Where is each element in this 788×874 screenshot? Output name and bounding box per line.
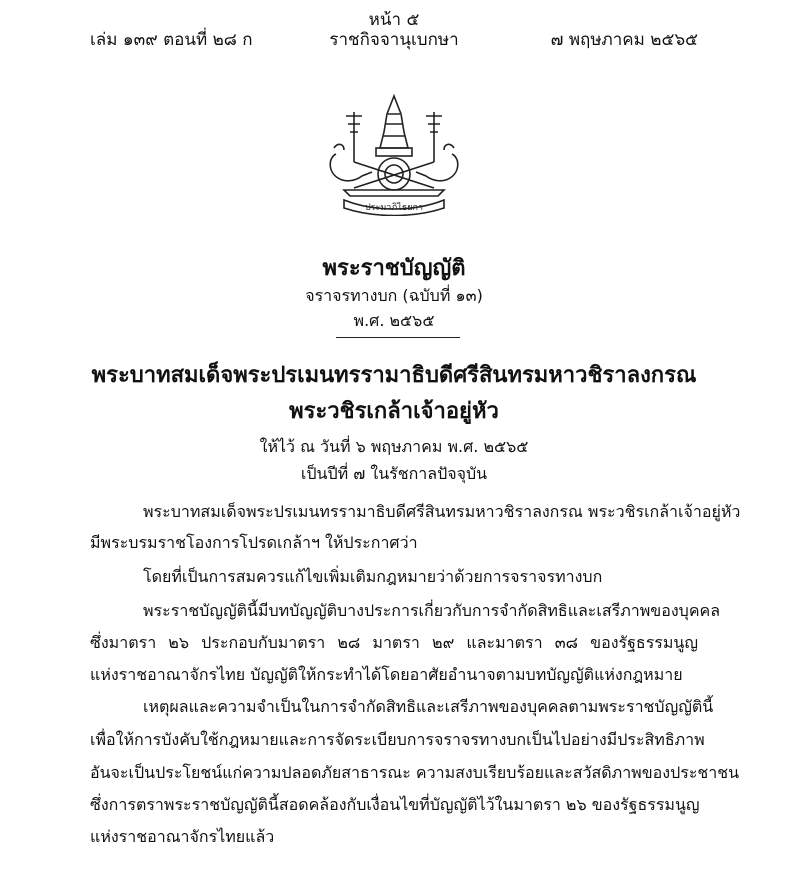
- gazette-name: ราชกิจจานุเบกษา: [329, 30, 459, 50]
- page-number: หน้า ๕: [368, 10, 420, 30]
- act-title: พระราชบัญญัติ: [322, 256, 466, 281]
- paragraph-2-line-1: โดยที่เป็นการสมควรแก้ไขเพิ่มเติมกฎหมายว่าด้วยการจราจรทางบก: [143, 567, 603, 586]
- king-name-line1: พระบาทสมเด็จพระปรเมนทรรามาธิบดีศรีสินทรมหาวชิราลงกรณ: [91, 363, 697, 388]
- reign-year: เป็นปีที่ ๗ ในรัชกาลปัจจุบัน: [300, 464, 488, 483]
- act-year: พ.ศ. ๒๕๖๕: [353, 311, 435, 330]
- paragraph-1-line-2: มีพระบรมราชโองการโปรดเกล้าฯ ให้ประกาศว่า: [90, 533, 418, 552]
- paragraph-3-line-1: พระราชบัญญัตินี้มีบทบัญญัติบางประการเกี่ยวกับการจำกัดสิทธิและเสรีภาพของบุคคล: [143, 601, 721, 620]
- paragraph-4-line-4: ซึ่งการตราพระราชบัญญัตินี้สอดคล้องกับเงื่อนไขที่บัญญัติไว้ในมาตรา ๒๖ ของรัฐธรรมนูญ: [90, 795, 700, 814]
- volume-issue: เล่ม ๑๓๙ ตอนที่ ๒๘ ก: [90, 30, 253, 50]
- paragraph-3-line-3: แห่งราชอาณาจักรไทย บัญญัติให้กระทำได้โดยอาศัยอำนาจตามบทบัญญัติแห่งกฎหมาย: [90, 665, 683, 684]
- paragraph-4-line-5: แห่งราชอาณาจักรไทยแล้ว: [90, 827, 275, 846]
- seal-ribbon-text: ประมาภิไธยกา: [364, 203, 424, 213]
- paragraph-4-line-2: เพื่อให้การบังคับใช้กฎหมายและการจัดระเบียบการจราจรทางบกเป็นไปอย่างมีประสิทธิภาพ: [90, 730, 705, 749]
- act-name: จราจรทางบก (ฉบับที่ ๑๓): [305, 286, 483, 305]
- paragraph-1-line-1: พระบาทสมเด็จพระปรเมนทรรามาธิบดีศรีสินทรมหาวชิราลงกรณ พระวชิรเกล้าเจ้าอยู่หัว: [143, 502, 741, 521]
- paragraph-4-line-1: เหตุผลและความจำเป็นในการจำกัดสิทธิและเสรีภาพของบุคคลตามพระราชบัญญัตินี้: [143, 697, 714, 716]
- royal-garuda-emblem-icon: [314, 92, 474, 216]
- title-divider: [336, 337, 460, 338]
- publish-date: ๗ พฤษภาคม ๒๕๖๕: [550, 30, 698, 50]
- king-name-line2: พระวชิรเกล้าเจ้าอยู่หัว: [289, 399, 499, 424]
- paragraph-3-line-2: ซึ่งมาตรา ๒๖ ประกอบกับมาตรา ๒๘ มาตรา ๒๙ และมาตรา ๓๘ ของรัฐธรรมนูญ: [90, 633, 698, 652]
- given-date: ให้ไว้ ณ วันที่ ๖ พฤษภาคม พ.ศ. ๒๕๖๕: [259, 437, 529, 456]
- paragraph-4-line-3: อันจะเป็นประโยชน์แก่ความปลอดภัยสาธารณะ ความสงบเรียบร้อยและสวัสดิภาพของประชาชน: [90, 763, 740, 782]
